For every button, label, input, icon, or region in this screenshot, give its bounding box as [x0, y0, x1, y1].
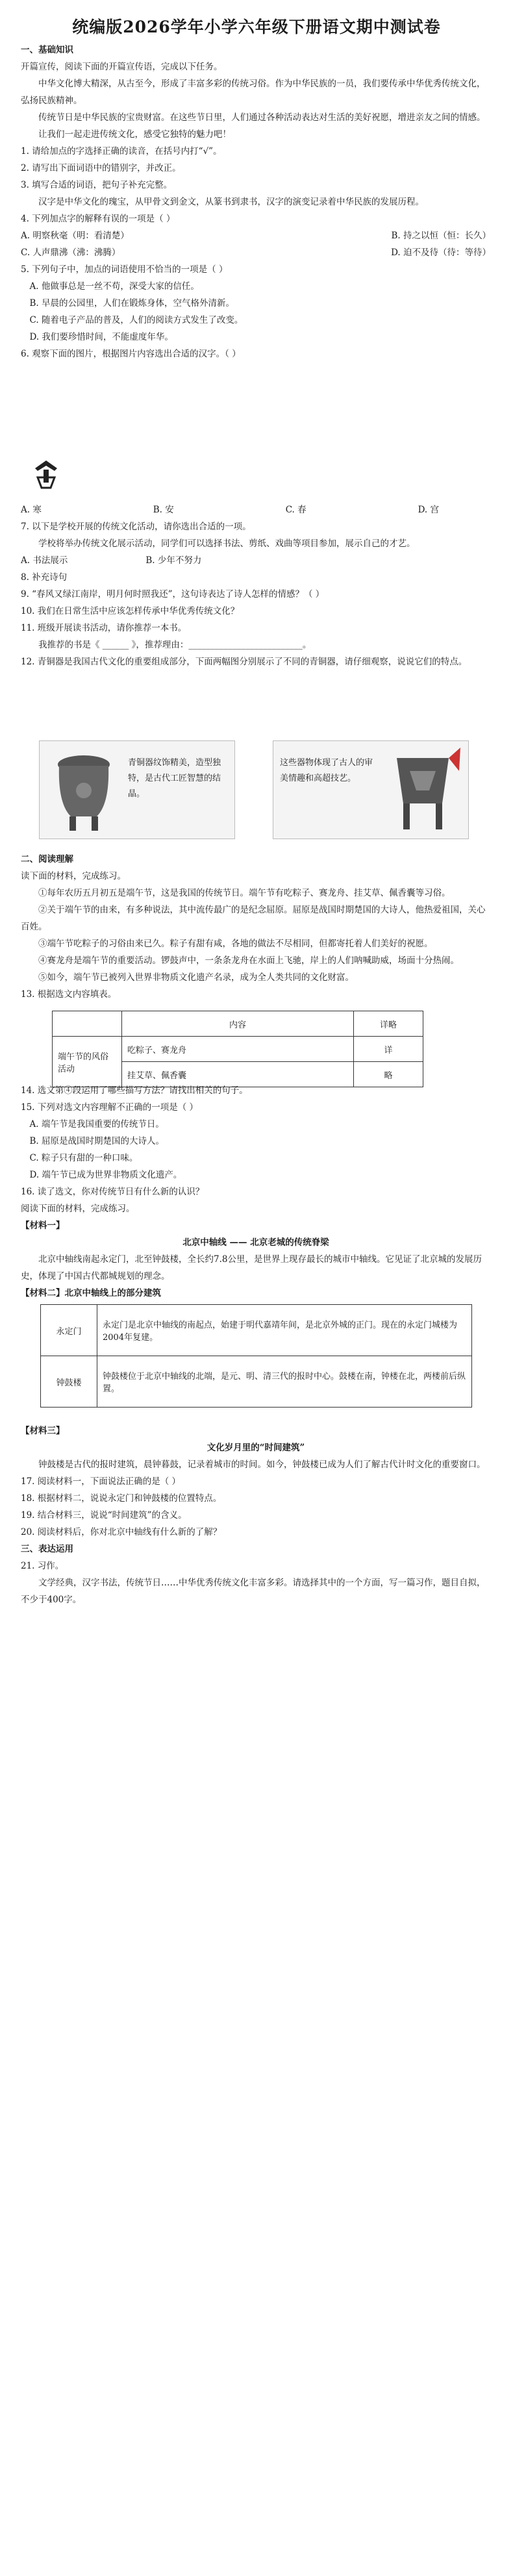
table-cell[interactable]: 挂艾草、佩香囊	[122, 1062, 354, 1087]
table-cell: 钟鼓楼	[41, 1356, 97, 1408]
q7: 7. 以下是学校开展的传统文化活动，请你选出合适的一项。	[21, 522, 251, 532]
ancient-character-image	[31, 458, 61, 492]
table-cell: 永定门	[41, 1305, 97, 1356]
q3: 3. 填写合适的词语，把句子补充完整。	[21, 180, 173, 190]
q15: 15. 下列对选文内容理解不正确的一项是（ ）	[21, 1102, 199, 1113]
q15-option-c[interactable]: C. 粽子只有甜的一种口味。	[29, 1153, 138, 1163]
q1: 1. 请给加点的字选择正确的读音，在括号内打“√”。	[21, 146, 222, 157]
section-material3	[21, 1422, 491, 1608]
q15-option-b[interactable]: B. 屈原是战国时期楚国的大诗人。	[29, 1136, 165, 1146]
q19: 19. 结合材料三，说说“时间建筑”的含义。	[21, 1510, 187, 1521]
bronze-image-left	[39, 740, 235, 839]
passage-para-1: ①每年农历五月初五是端午节，这是我国的传统节日。端午节有吃粽子、赛龙舟、挂艾草、佩香囊等习俗。	[38, 888, 451, 898]
q7-option-a[interactable]: A. 书法展示	[21, 555, 68, 566]
q15-option-d[interactable]: D. 端午节已成为世界非物质文化遗产。	[29, 1170, 182, 1180]
table-cell[interactable]: 详	[354, 1037, 423, 1062]
section2-heading: 二、阅读理解	[21, 854, 73, 865]
bronze-vessel-icon	[45, 745, 123, 836]
q20: 20. 阅读材料后，你对北京中轴线有什么新的了解？	[21, 1527, 222, 1537]
q21: 21. 习作。	[21, 1561, 64, 1571]
q5-option-b[interactable]: B. 早晨的公园里，人们在锻炼身体，空气格外清新。	[29, 298, 235, 309]
section1-para2: 传统节日是中华民族的宝贵财富。在这些节日里，人们通过各种活动表达对生活的美好祝愿，增进亲友之间的情感。	[38, 112, 486, 123]
q4-option-b[interactable]: B. 持之以恒（恒：长久）	[391, 231, 491, 241]
q17: 17. 阅读材料一，下面说法正确的是（ ）	[21, 1476, 181, 1487]
q6-option-d[interactable]: D. 宫	[418, 505, 439, 515]
q12: 12. 青铜器是我国古代文化的重要组成部分，下面两幅图分别展示了不同的青铜器，请仔细观察，说说它们的特点。	[21, 657, 468, 667]
passage-para-5: ⑤如今，端午节已被列入世界非物质文化遗产名录，成为全人类共同的文化财富。	[38, 972, 354, 983]
material3-heading: 文化岁月里的“时间建筑”	[206, 1443, 305, 1453]
q11-text: 我推荐的书是《 ______ 》，推荐理由：__________________________。	[38, 640, 312, 650]
q11: 11. 班级开展读书活动，请你推荐一本书。	[21, 623, 187, 633]
q6-option-b[interactable]: B. 安	[153, 505, 174, 515]
q5-option-a[interactable]: A. 他做事总是一丝不苟，深受大家的信任。	[29, 281, 199, 292]
section-basic-cont	[21, 501, 491, 670]
section-reading-questions	[21, 1082, 491, 1302]
table-cell: 端午节的风俗活动	[53, 1037, 122, 1087]
q15-option-a[interactable]: A. 端午节是我国重要的传统节日。	[29, 1119, 164, 1130]
essay-prompt: 文学经典，汉字书法，传统节日……中华优秀传统文化丰富多彩。请选择其中的一个方面，写一篇习作，题目自拟，不少于400字。	[21, 1578, 486, 1605]
q4-option-d[interactable]: D. 迫不及待（待：等待）	[391, 247, 491, 258]
table-row	[41, 1305, 472, 1356]
bronze-glyph-icon	[31, 458, 61, 492]
page-title: 统编版2026学年小学六年级下册语文期中测试卷	[72, 18, 441, 36]
q14: 14. 选文第④段运用了哪些描写方法？请找出相关的句子。	[21, 1085, 248, 1096]
section-basic	[21, 42, 491, 362]
q6: 6. 观察下面的图片，根据图片内容选出合适的汉字。（ ）	[21, 349, 241, 359]
table-cell[interactable]: 略	[354, 1062, 423, 1087]
section1-para3: 让我们一起走进传统文化，感受它独特的魅力吧！	[38, 129, 231, 140]
q4: 4. 下列加点字的解释有误的一项是（ ）	[21, 214, 175, 224]
bronze-image-right	[273, 740, 469, 839]
passage-para-4: ④赛龙舟是端午节的重要活动。锣鼓声中，一条条龙舟在水面上飞驰，岸上的人们呐喊助威，场面十分热闹。	[38, 955, 459, 966]
table-cell: 钟鼓楼位于北京中轴线的北端，是元、明、清三代的报时中心。鼓楼在南，钟楼在北，两楼前后纵置。	[97, 1356, 472, 1408]
section-reading	[21, 851, 491, 1003]
material3-title: 【材料三】	[21, 1426, 65, 1436]
q9: 9. “春风又绿江南岸，明月何时照我还”，这句诗表达了诗人怎样的情感？（ ）	[21, 589, 325, 600]
q4-options	[21, 227, 491, 244]
table-header-row	[53, 1011, 423, 1037]
table-cell: 永定门是北京中轴线的南起点，始建于明代嘉靖年间，是北京外城的正门。现在的永定门城楼为2004年复建。	[97, 1305, 472, 1356]
q7-options	[21, 552, 491, 569]
table-header-cell: 详略	[354, 1011, 423, 1037]
bronze-caption-left: 青铜器纹饰精美，造型独特，是古代工匠智慧的结晶。	[128, 758, 221, 799]
q6-options	[21, 501, 491, 518]
q4-option-a[interactable]: A. 明察秋毫（明：看清楚）	[21, 231, 129, 241]
q13: 13. 根据选文内容填表。	[21, 989, 117, 1000]
q16: 16. 读了选文，你对传统节日有什么新的认识？	[21, 1187, 205, 1197]
q18: 18. 根据材料二，说说永定门和钟鼓楼的位置特点。	[21, 1493, 222, 1504]
material1-title: 【材料一】	[21, 1220, 65, 1231]
bronze-caption-right: 这些器物体现了古人的审美情趣和高超技艺。	[280, 758, 373, 783]
passage-para-2: ②关于端午节的由来，有多种说法，其中流传最广的是纪念屈原。屈原是战国时期楚国的大诗人，他热爱祖国，关心百姓。	[21, 905, 486, 932]
table-row	[41, 1356, 472, 1408]
section1-para1: 中华文化博大精深，从古至今，形成了丰富多彩的传统习俗。作为中华民族的一员，我们要传承中华优秀传统文化，弘扬民族精神。	[21, 79, 486, 106]
table-row	[53, 1037, 423, 1062]
section2-intro: 读下面的材料，完成练习。	[21, 871, 126, 881]
material1-heading: 北京中轴线 —— 北京老城的传统脊梁	[182, 1237, 329, 1248]
section1-heading: 一、基础知识	[21, 45, 73, 55]
material1-text: 北京中轴线南起永定门，北至钟鼓楼，全长约7.8公里，是世界上现存最长的城市中轴线。它见证了北京城的发展历史，体现了中国古代都城规划的理念。	[21, 1254, 482, 1282]
material-intro: 阅读下面的材料，完成练习。	[21, 1204, 135, 1214]
table-header-cell: 内容	[122, 1011, 354, 1037]
q7-text: 学校将举办传统文化展示活动，同学们可以选择书法、剪纸、戏曲等项目参加，展示自己的才艺。	[38, 538, 416, 549]
q5: 5. 下列句子中，加点的词语使用不恰当的一项是（ ）	[21, 264, 228, 275]
material3-text: 钟鼓楼是古代的报时建筑，晨钟暮鼓，记录着城市的时间。如今，钟鼓楼已成为人们了解古代计时文化的重要窗口。	[38, 1459, 486, 1470]
q6-option-c[interactable]: C. 春	[285, 505, 307, 515]
q10: 10. 我们在日常生活中应该怎样传承中华优秀传统文化？	[21, 606, 240, 616]
passage-para-3: ③端午节吃粽子的习俗由来已久。粽子有甜有咸，各地的做法不尽相同，但都寄托着人们美好的祝愿。	[38, 939, 433, 949]
festival-table	[52, 1011, 423, 1087]
bronze-ding-icon	[384, 745, 462, 836]
q4-option-c[interactable]: C. 人声鼎沸（沸：沸腾）	[21, 247, 121, 258]
material2-title: 【材料二】北京中轴线上的部分建筑	[21, 1288, 161, 1298]
material2-table	[40, 1304, 472, 1408]
q3-text: 汉字是中华文化的瑰宝，从甲骨文到金文，从篆书到隶书，汉字的演变记录着中华民族的发展历程。	[38, 197, 424, 207]
q2: 2. 请写出下面词语中的错别字，并改正。	[21, 163, 181, 173]
section3-heading: 三、表达运用	[21, 1544, 73, 1554]
q4-options-2	[21, 244, 491, 261]
q5-option-d[interactable]: D. 我们要珍惜时间，不能虚度年华。	[29, 332, 173, 342]
q7-option-b[interactable]: B. 少年不努力	[145, 555, 202, 566]
q5-option-c[interactable]: C. 随着电子产品的普及，人们的阅读方式发生了改变。	[29, 315, 244, 325]
table-header-cell	[53, 1011, 122, 1037]
q8: 8. 补充诗句	[21, 572, 68, 583]
table-cell[interactable]: 吃粽子、赛龙舟	[122, 1037, 354, 1062]
section1-intro: 开篇宣传，阅读下面的开篇宣传语，完成以下任务。	[21, 62, 223, 72]
q6-option-a[interactable]: A. 寒	[21, 505, 42, 515]
